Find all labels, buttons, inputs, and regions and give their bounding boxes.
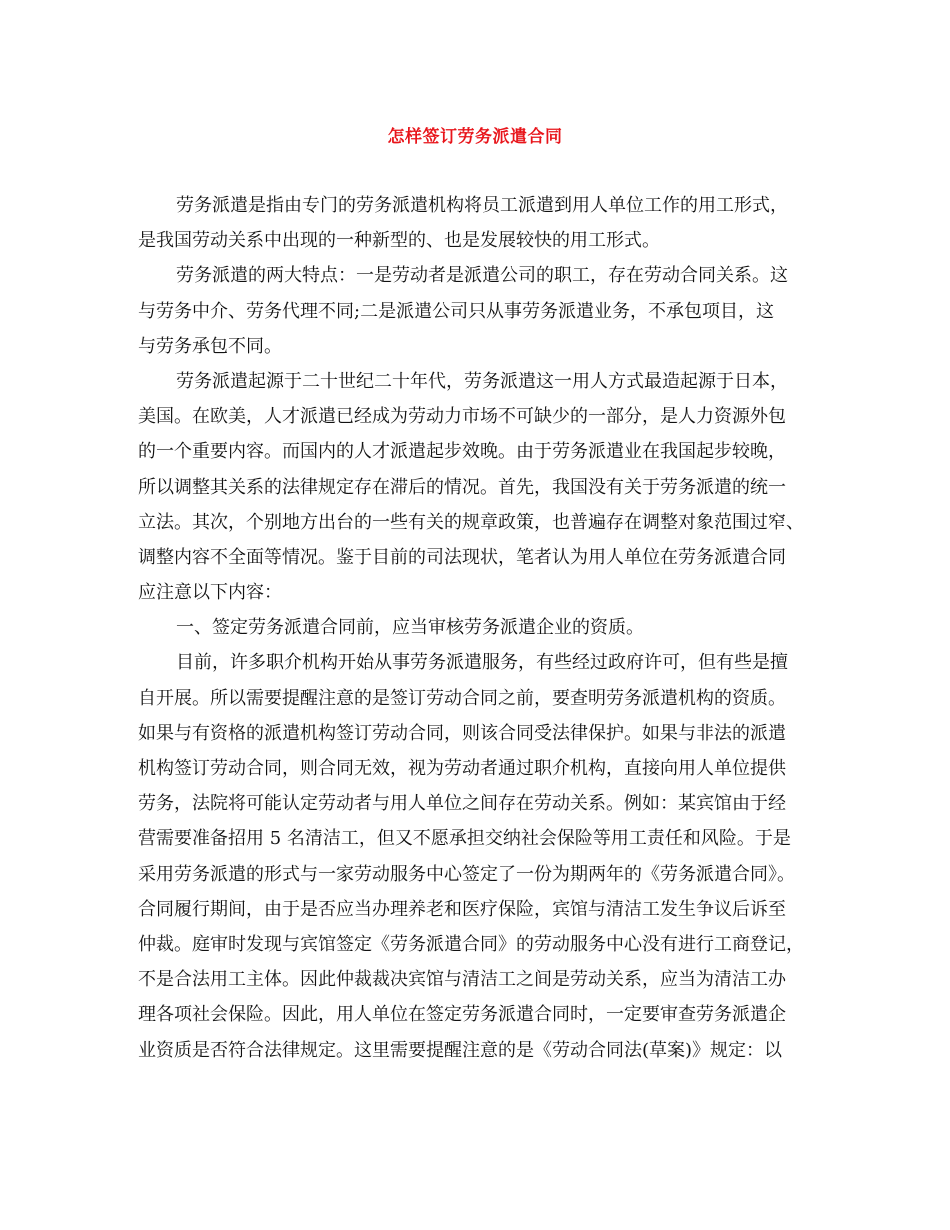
text-line: 与劳务中介、劳务代理不同;二是派遣公司只从事劳务派遣业务，不承包项目，这 (138, 300, 775, 322)
text-line: 与劳务承包不同。 (138, 335, 282, 357)
text-line: 美国。在欧美，人才派遣已经成为劳动力市场不可缺少的一部分，是人力资源外包 (138, 406, 786, 428)
text-line: 调整内容不全面等情况。鉴于目前的司法现状，笔者认为用人单位在劳务派遣合同 (138, 546, 786, 568)
text-line: 目前，许多职介机构开始从事劳务派遣服务，有些经过政府许可，但有些是擅 (176, 652, 788, 674)
text-line: 业资质是否符合法律规定。这里需要提醒注意的是《劳动合同法(草案)》规定：以 (138, 1039, 783, 1061)
text-line: 劳务派遣起源于二十世纪二十年代，劳务派遣这一用人方式最造起源于日本， (176, 370, 788, 392)
text-line: 是我国劳动关系中出现的一种新型的、也是发展较快的用工形式。 (138, 230, 660, 252)
text-line: 劳务派遣的两大特点：一是劳动者是派遣公司的职工，存在劳动合同关系。这 (176, 265, 788, 287)
text-line: 立法。其次，个别地方出台的一些有关的规章政策，也普遍存在调整对象范围过窄、 (138, 511, 804, 533)
text-line: 一、签定劳务派遣合同前，应当审核劳务派遣企业的资质。 (176, 617, 644, 639)
text-line: 劳务，法院将可能认定劳动者与用人单位之间存在劳动关系。例如：某宾馆由于经 (138, 793, 786, 815)
text-line: 不是合法用工主体。因此仲裁裁决宾馆与清洁工之间是劳动关系，应当为清洁工办 (138, 969, 786, 991)
text-line: 劳务派遣是指由专门的劳务派遣机构将员工派遣到用人单位工作的用工形式， (176, 195, 788, 216)
document-body (138, 188, 814, 1068)
text-line: 营需要准备招用 5 名清洁工，但又不愿承担交纳社会保险等用工责任和风险。于是 (138, 828, 791, 850)
text-line: 合同履行期间，由于是否应当办理养老和医疗保险，宾馆与清洁工发生争议后诉至 (138, 898, 786, 920)
text-line: 的一个重要内容。而国内的人才派遣起步效晚。由于劳务派遣业在我国起步较晚， (138, 441, 786, 463)
text-line: 采用劳务派遣的形式与一家劳动服务中心签定了一份为期两年的《劳务派遣合同》。 (138, 863, 795, 885)
text-line: 如果与有资格的派遣机构签订劳动合同，则该合同受法律保护。如果与非法的派遣 (138, 722, 786, 744)
text-line: 自开展。所以需要提醒注意的是签订劳动合同之前，要查明劳务派遣机构的资质。 (138, 687, 786, 709)
text-line: 机构签订劳动合同，则合同无效，视为劳动者通过职介机构，直接向用人单位提供 (138, 758, 786, 779)
text-line: 仲裁。庭审时发现与宾馆签定《劳务派遣合同》的劳动服务中心没有进行工商登记， (138, 933, 804, 955)
text-line: 所以调整其关系的法律规定存在滞后的情况。首先，我国没有关于劳务派遣的统一 (138, 476, 786, 498)
text-line: 理各项社会保险。因此，用人单位在签定劳务派遣合同时，一定要审查劳务派遣企 (138, 1004, 786, 1026)
document-title: 怎样签订劳务派遣合同 (387, 127, 563, 147)
text-line: 应注意以下内容： (138, 582, 282, 604)
